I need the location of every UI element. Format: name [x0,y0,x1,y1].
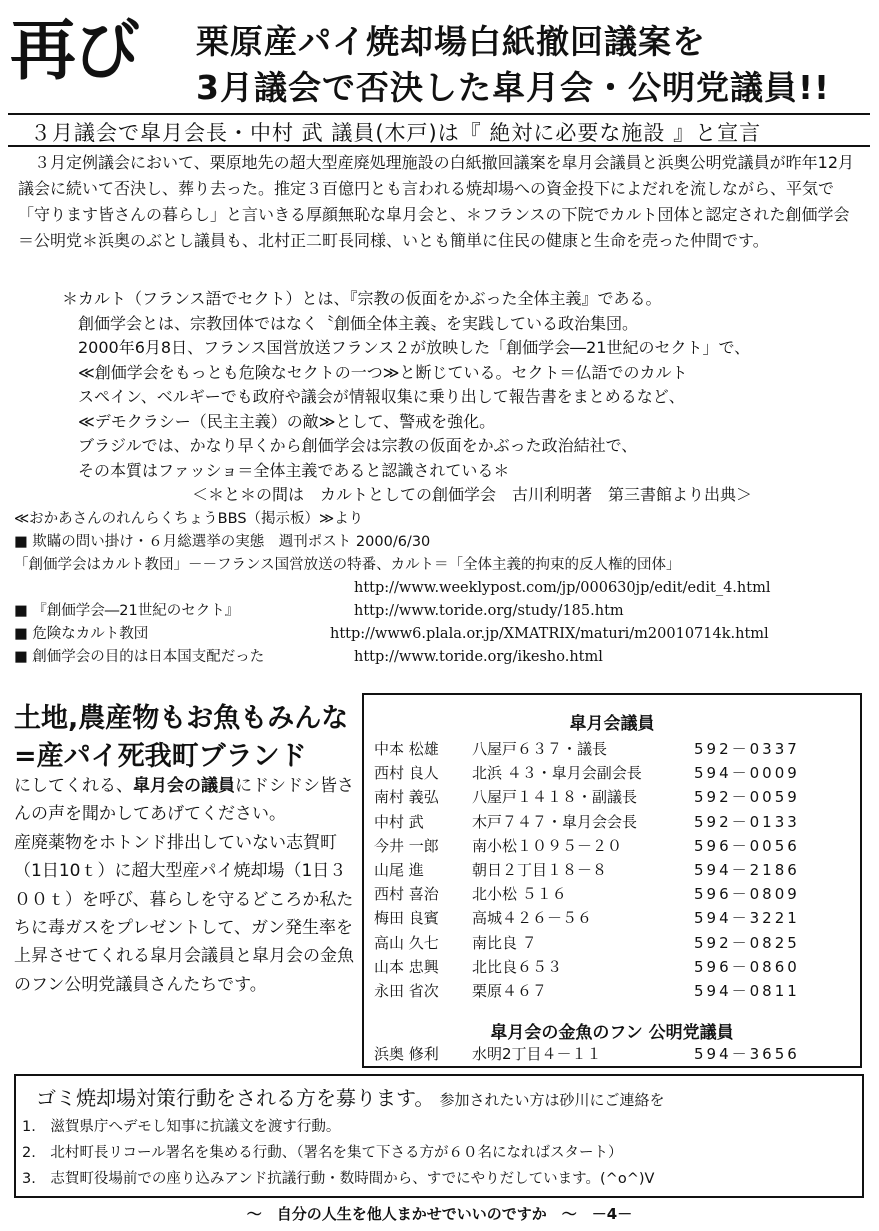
member-row: 南村 義弘 八屋戸１４１８・副議長 592－0059 [374,788,800,807]
subtitle: ３月議会で皐月会長・中村 武 議員(木戸)は『 絶対に必要な施設 』と宣言 [30,121,762,145]
member-row: 今井 一郎 南小松１０９５－２０ 596－0056 [374,836,800,855]
recruit-heading [36,1082,665,1111]
brand-title: 土地,農産物もお魚もみんな=産パイ死我町ブランド [14,703,349,772]
recruit-head-note: 参加されたい方は砂川にご連絡を [439,1091,665,1109]
divider [8,113,870,115]
quote-line: ＊カルト（フランス語でセクト）とは、『宗教の仮面をかぶった全体主義』である。 [62,289,662,308]
recruit-item: 1. 滋賀県庁へデモし知事に抗議文を渡す行動。 [22,1119,341,1135]
recruit-list [22,1114,654,1192]
member-row: 中本 松雄 八屋戸６３７・議長 592－0337 [374,740,800,758]
member-row: 高山 久七 南比良 ７ 592－0825 [374,933,800,952]
footer: ～ 自分の人生を他人まかせでいいのですか ～ －4－ [246,1205,633,1223]
members-title: 皐月会議員 [569,714,655,734]
link-intro: ≪おかあさんのれんらくちょうBBS（掲示板）≫より [14,511,364,527]
link-url[interactable]: http://www.toride.org/study/185.htm [354,603,624,619]
link-url[interactable]: http://www.weeklypost.com/jp/000630jp/edit/edit_4.html [354,580,771,596]
link-url[interactable]: http://www6.plala.or.jp/XMATRIX/maturi/m20010714k.html [330,626,769,642]
quote-line: ブラジルでは、かなり早くから創価学会は宗教の仮面をかぶった政治結社で、 [62,436,638,455]
link-item: ■ 危険なカルト教団 [14,626,149,642]
member-row: 浜奥 修利 水明2丁目４－１１ 594－3656 [374,1045,800,1063]
member-row: 梅田 良賓 高城４２６－５６ 594－3221 [374,909,800,928]
link-list [14,508,874,669]
link-item: ■ 『創価学会―21世紀のセクト』 [14,603,240,619]
recruit-head-main: ゴミ焼却場対策行動をされる方を募ります。 [36,1086,435,1110]
quote-line: ≪創価学会をもっとも危険なセクトの一つ≫と断じている。セクト＝仏語でのカルト [62,362,688,382]
brand-body-text: にドシドシ皆さんの声を聞かしてあげてください。 [14,776,354,825]
recruit-box [14,1074,864,1198]
members-list [372,738,860,1004]
member-row: 永田 省次 栗原４６７ 594－0811 [374,981,800,1000]
cult-quote [62,287,879,508]
headline-again: 再び [10,12,138,89]
member-row: 中村 武 木戸７４７・皐月会会長 592－0133 [374,812,800,831]
link-item: ■ 欺瞞の問い掛け・６月総選挙の実態 週刊ポスト 2000/6/30 [14,534,431,550]
quote-line: ≪デモクラシー（民主主義）の敵≫として、警戒を強化。 [62,411,496,431]
quote-line: 創価学会とは、宗教団体ではなく〝創価全体主義〟を実践している政治集団。 [62,313,639,333]
quote-source: ＜＊と＊の間は カルトとしての創価学会 古川利明著 第三書館より出典＞ [192,485,753,504]
member-row: 山本 忠興 北比良６５３ 596－0860 [374,957,800,976]
member-row: 山尾 進 朝日２丁目１８－８ 594－2186 [374,860,800,879]
member-row: 西村 良人 北浜 ４３・皐月会副会長 594－0009 [374,764,800,783]
divider [8,145,870,147]
recruit-item: 3. 志賀町役場前での座り込みアンド抗議行動・数時間から、すでにやりだしています。(^o^)V [22,1171,655,1187]
link-item-sub: 「創価学会はカルト教団」－－フランス国営放送の特番、カルト＝「全体主義的拘束的反人権的団体」 [14,557,681,573]
quote-line: スペイン、ベルギーでも政府や議会が情報収集に乗り出して報告書をまとめるなど、 [62,387,685,406]
intro-paragraph: ３月定例議会において、栗原地先の超大型産廃処理施設の白紙撤回議案を皐月会議員と浜奥公明党議員が昨年12月議会に続いて否決し、葬り去った。推定３百億円とも言われる焼却場への資金投下によだれを流しながら、平気で「守ります皆さんの暮らし」と言いきる厚顔無恥な皐月会と、＊フランスの下院でカルト団体と認定された創価学会＝公明党＊浜奥のぶとし議員も、北村正二町長同様、いとも簡単に住民の健康と生命を売った仲間です。 [18,153,855,250]
brand-body [14,772,359,999]
brand-body-bold: 皐月会の議員 [133,776,235,796]
recruit-item: 2. 北村町長リコール署名を集める行動、（署名を集て下さる方が６０名になればスタート） [22,1145,623,1161]
headline-line2: 3月議会で否決した皐月会・公明党議員!! [196,68,831,107]
quote-line: その本質はファッショ＝全体主義であると認識されている＊ [62,460,510,480]
member-row: 西村 喜治 北小松 ５１６ 596－0809 [374,885,800,904]
headline-line1: 栗原産パイ焼却場白紙撤回議案を [196,22,706,61]
komei-list [372,1043,860,1067]
komei-title: 皐月会の金魚のフン 公明党議員 [490,1023,734,1043]
link-url[interactable]: http://www.toride.org/ikesho.html [354,649,603,665]
members-box [362,693,862,1068]
brand-body-text: にしてくれる、 [14,776,133,796]
brand-body-text: 産廃薬物をホトンド排出していない志賀町（1日10ｔ）に超大型産パイ焼却場（1日３００ｔ）を呼び、暮らしを守るどころか私たちに毒ガスをプレゼントして、ガン発生率を上昇させてくれる皐月会議員と皐月会の金魚のフン公明党議員さんたちです。 [14,832,354,995]
link-item: ■ 創価学会の目的は日本国支配だった [14,649,265,665]
quote-line: 2000年6月8日、フランス国営放送フランス２が放映した「創価学会―21世紀のセクト」で、 [62,338,751,357]
